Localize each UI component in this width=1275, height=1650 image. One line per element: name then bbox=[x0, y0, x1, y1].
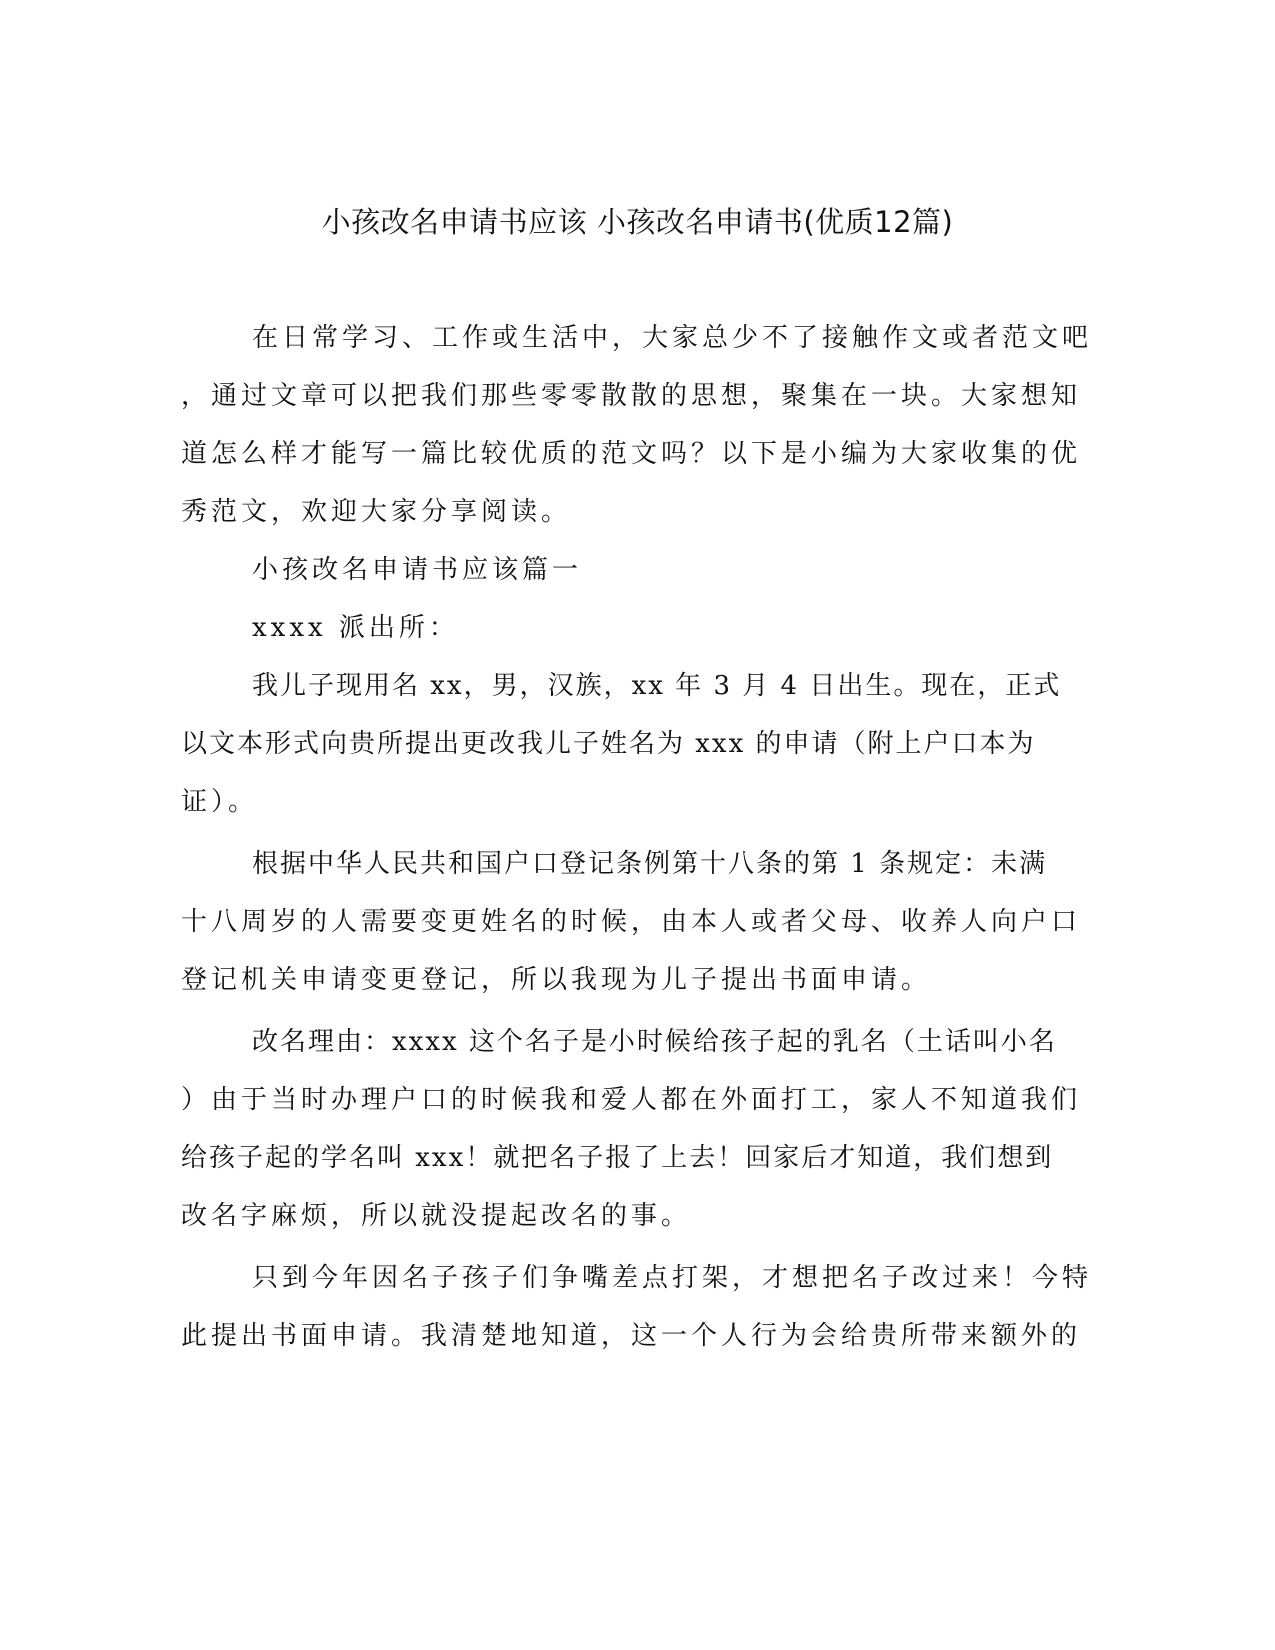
paragraph-line: 秀范文，欢迎大家分享阅读。 bbox=[181, 497, 572, 527]
paragraph-line: 给孩子起的学名叫 xxx！就把名子报了上去！回家后才知道，我们想到 bbox=[181, 1143, 1054, 1173]
paragraph-line: 我儿子现用名 xx，男，汉族，xx 年 3 月 4 日出生。现在，正式 bbox=[252, 671, 1062, 701]
addressee-line: xxxx 派出所： bbox=[252, 613, 459, 643]
paragraph-line: 此提出书面申请。我清楚地知道，这一个人行为会给贵所带来额外的 bbox=[181, 1321, 1082, 1351]
paragraph-line: 在日常学习、工作或生活中，大家总少不了接触作文或者范文吧 bbox=[252, 323, 1093, 353]
paragraph-line: 登记机关申请变更登记，所以我现为儿子提出书面申请。 bbox=[181, 965, 932, 995]
paragraph-line: 道怎么样才能写一篇比较优质的范文吗？以下是小编为大家收集的优 bbox=[181, 439, 1082, 469]
paragraph-line: 证）。 bbox=[181, 787, 259, 817]
paragraph-line: ，通过文章可以把我们那些零零散散的思想，聚集在一块。大家想知 bbox=[181, 381, 1082, 411]
section-heading: 小孩改名申请书应该篇一 bbox=[252, 555, 583, 585]
paragraph-line: 只到今年因名子孩子们争嘴差点打架，才想把名子改过来！今特 bbox=[252, 1263, 1093, 1293]
paragraph-line: 改名理由：xxxx 这个名子是小时候给孩子起的乳名（土话叫小名 bbox=[252, 1027, 1057, 1057]
paragraph-line: 根据中华人民共和国户口登记条例第十八条的第 1 条规定：未满 bbox=[252, 849, 1048, 879]
paragraph-line: ）由于当时办理户口的时候我和爱人都在外面打工，家人不知道我们 bbox=[181, 1085, 1082, 1115]
paragraph-line: 改名字麻烦，所以就没提起改名的事。 bbox=[181, 1201, 692, 1231]
paragraph-line: 以文本形式向贵所提出更改我儿子姓名为 xxx 的申请（附上户口本为 bbox=[181, 729, 1036, 759]
document-title: 小孩改名申请书应该 小孩改名申请书(优质12篇) bbox=[321, 205, 954, 239]
paragraph-line: 十八周岁的人需要变更姓名的时候，由本人或者父母、收养人向户口 bbox=[181, 907, 1082, 937]
